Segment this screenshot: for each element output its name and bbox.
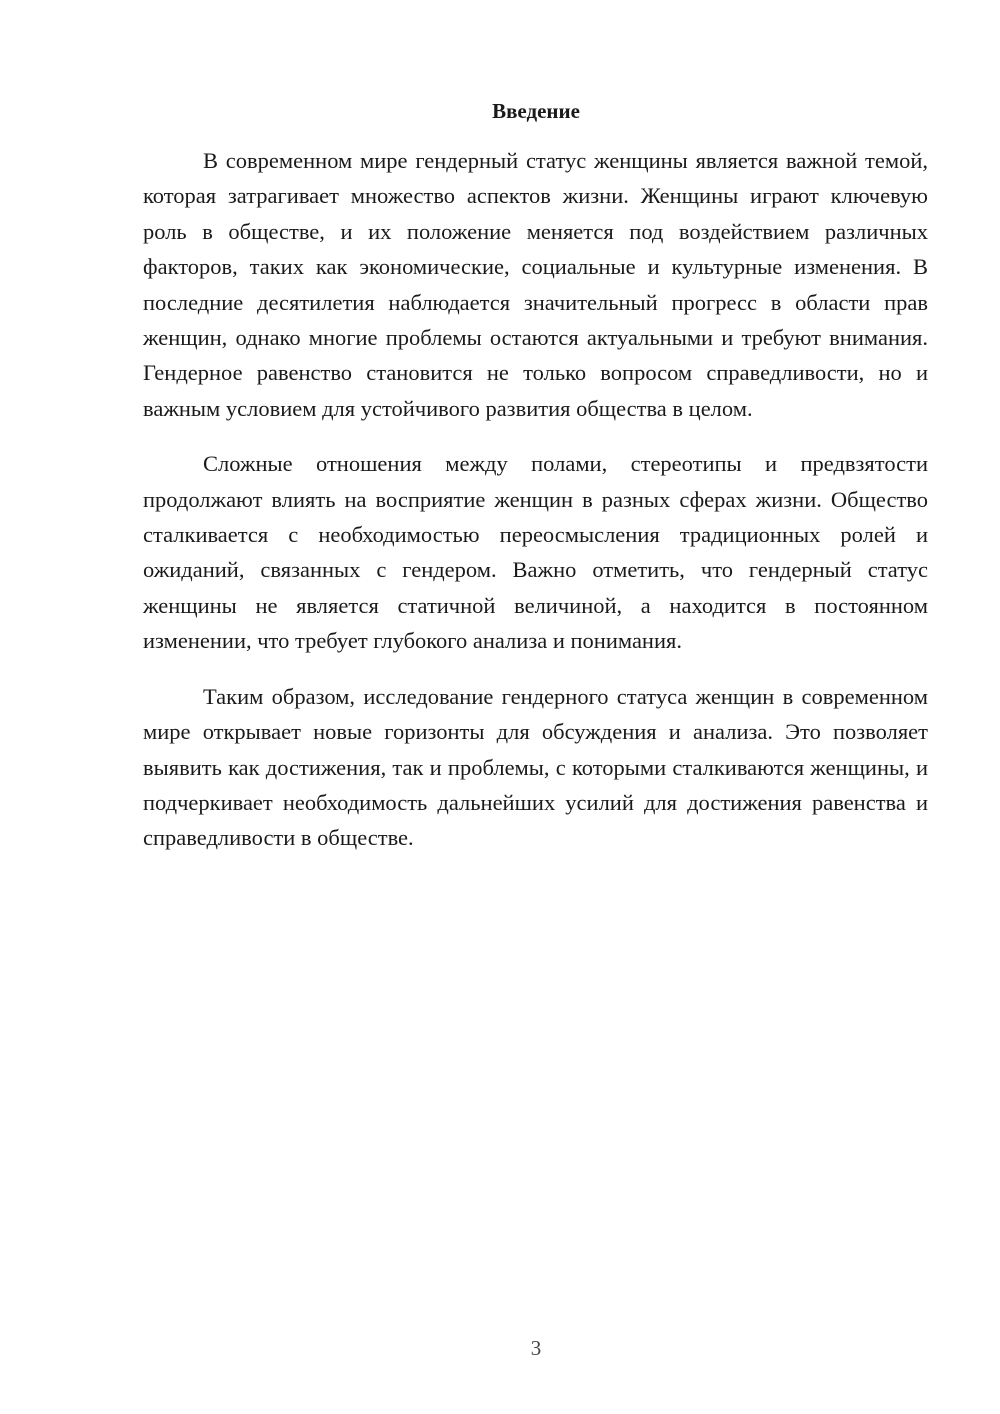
paragraph: Сложные отношения между полами, стереотипы и предвзятости продолжают влиять на восприятие женщин в разных сферах жизни. Общество сталкивается с необходимостью переосмысления традиционных ролей и ожиданий, связанных с гендером. Важно отметить, что гендерный статус женщины не является статичной величиной, а находится в постоянном изменении, что требует глубокого анализа и понимания. — [143, 451, 928, 654]
paragraph: Таким образом, исследование гендерного статуса женщин в современном мире открывает новые горизонты для обсуждения и анализа. Это позволяет выявить как достижения, так и проблемы, с которыми сталкиваются женщины, и подчеркивает необходимость дальнейших усилий для достижения равенства и справедливости в обществе. — [143, 683, 928, 851]
paragraph: В современном мире гендерный статус женщины является важной темой, которая затрагивает множество аспектов жизни. Женщины играют ключевую роль в обществе, и их положение меняется под воздействием различных факторов, таких как экономические, социальные и культурные изменения. В последние десятилетия наблюдается значительный прогресс в области прав женщин, однако многие проблемы остаются актуальными и требуют внимания. Гендерное равенство становится не только вопросом справедливости, но и важным условием для устойчивого развития общества в целом. — [143, 148, 928, 421]
section-heading: Введение — [492, 99, 580, 123]
body-text — [143, 143, 928, 876]
page-number: 3 — [530, 1336, 542, 1360]
